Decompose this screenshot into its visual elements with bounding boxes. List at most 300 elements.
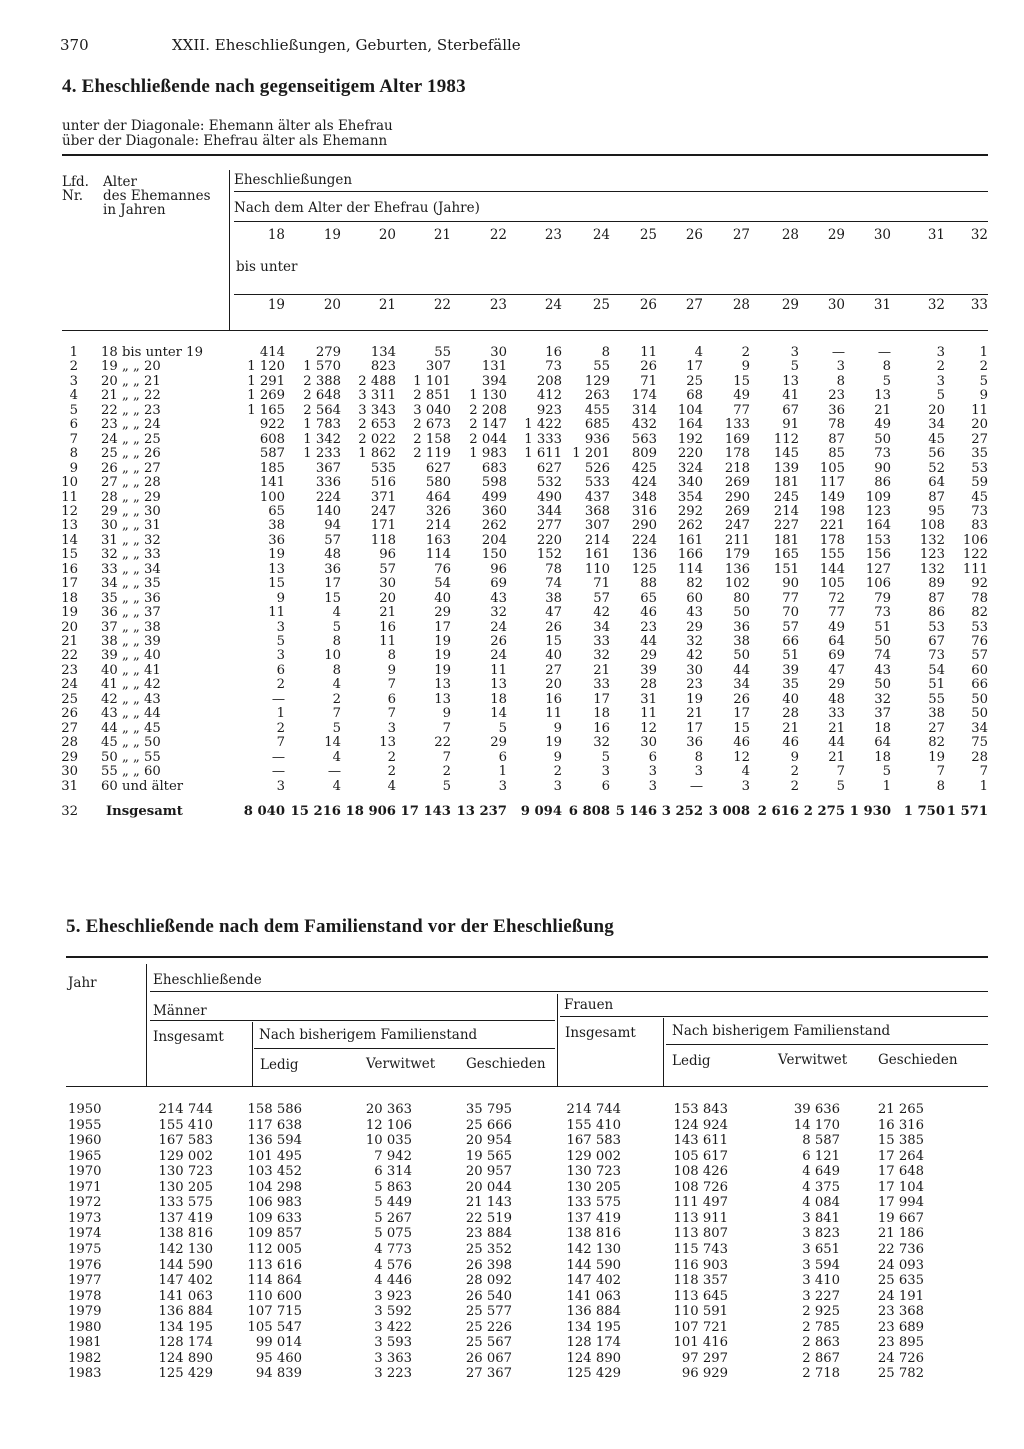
table4-from-age: 26 bbox=[685, 227, 703, 243]
table4-cell: 110 bbox=[584, 561, 610, 577]
table5-maenner-rule bbox=[150, 1020, 555, 1021]
table4-cell: 100 bbox=[259, 489, 285, 505]
table4-cell: 34 bbox=[928, 417, 945, 433]
table4-cell: 936 bbox=[584, 431, 610, 447]
table4-cell: 11 bbox=[640, 345, 657, 360]
table4-cell: 181 bbox=[773, 475, 799, 491]
table4-from-age: 24 bbox=[592, 227, 610, 243]
table4-cell: 13 bbox=[874, 388, 891, 404]
table4-cell: 114 bbox=[425, 547, 451, 563]
table5-cell: 2 925 bbox=[802, 1304, 840, 1320]
table4-cell: 102 bbox=[724, 576, 750, 592]
table4-cell: 26 bbox=[640, 359, 657, 375]
table4-to-age: 31 bbox=[873, 297, 891, 313]
table4-cell: 122 bbox=[962, 547, 988, 563]
table4-cell: 44 bbox=[828, 735, 845, 751]
table4-cell: 96 bbox=[490, 561, 507, 577]
table4-cell: 13 bbox=[434, 691, 451, 707]
table4-cell: 42 bbox=[593, 605, 610, 621]
table4-cell: 432 bbox=[631, 417, 657, 433]
table4-total-cell: 8 040 bbox=[243, 804, 285, 819]
table5-cell: 25 635 bbox=[877, 1273, 924, 1289]
table4-cell: 76 bbox=[971, 634, 988, 649]
table5-cell: 153 843 bbox=[673, 1102, 728, 1117]
table5-cell: 17 104 bbox=[877, 1179, 924, 1195]
table4-total-cell: 13 237 bbox=[456, 804, 507, 819]
table4-cell: 5 bbox=[442, 778, 451, 794]
table4-cell: 1 bbox=[979, 778, 988, 794]
table4-cell: 28 bbox=[971, 749, 988, 765]
table4-cell: — bbox=[271, 691, 285, 707]
table4-from-age: 20 bbox=[378, 227, 396, 243]
table5-cell: 97 297 bbox=[681, 1350, 728, 1366]
table4-total-cell: 1 571 bbox=[946, 804, 988, 819]
table4-cell: 20 bbox=[928, 402, 945, 418]
table4-cell: 55 bbox=[434, 345, 451, 360]
table5-cell: 101 416 bbox=[673, 1335, 728, 1351]
table5-cell: 141 063 bbox=[566, 1288, 621, 1304]
table5-cell: 4 375 bbox=[802, 1179, 840, 1195]
table4-cell: 132 bbox=[919, 532, 945, 548]
table4-cell: 9 bbox=[387, 662, 396, 678]
table4-cell: 314 bbox=[631, 402, 657, 418]
table4-row-label: 30 „ „ 31 bbox=[101, 518, 161, 534]
table4-total-nr: 32 bbox=[61, 804, 78, 819]
table4-row-label: 37 „ „ 38 bbox=[101, 619, 161, 635]
table5-cell: 136 884 bbox=[158, 1304, 213, 1320]
table5-f-geschieden: Geschieden bbox=[878, 1052, 958, 1068]
table4-total-label: Insgesamt bbox=[106, 804, 183, 819]
table4-cell: 43 bbox=[686, 605, 703, 621]
table4-sub-rule bbox=[234, 221, 988, 222]
table4-group-rule bbox=[234, 191, 988, 192]
table4-cell: 7 bbox=[332, 706, 341, 722]
table5-row-year: 1960 bbox=[68, 1133, 102, 1149]
table4-cell: 82 bbox=[971, 605, 988, 621]
table4-cell: 8 bbox=[882, 359, 891, 375]
table4-cell: 37 bbox=[874, 706, 891, 722]
table4-cell: 21 bbox=[874, 402, 891, 418]
table4-cell: 3 040 bbox=[413, 402, 451, 418]
table4-cell: — bbox=[271, 749, 285, 765]
table5-cell: 6 121 bbox=[802, 1148, 840, 1164]
table5-cell: 124 890 bbox=[566, 1350, 621, 1366]
table4-cell: 40 bbox=[434, 590, 451, 606]
table4-cell: 74 bbox=[874, 648, 891, 664]
table4-cell: 18 bbox=[874, 749, 891, 765]
table4-cell: 13 bbox=[379, 735, 396, 751]
table4-total-cell: 15 216 bbox=[290, 804, 341, 819]
table5-cell: 99 014 bbox=[255, 1335, 302, 1351]
table4-from-age: 25 bbox=[639, 227, 657, 243]
table4-cell: 2 bbox=[442, 764, 451, 780]
table5-row-year: 1973 bbox=[68, 1210, 102, 1226]
table4-cell: 5 bbox=[836, 778, 845, 794]
table4-to-age: 23 bbox=[489, 297, 507, 313]
table5-row-year: 1980 bbox=[68, 1319, 102, 1335]
chapter-heading: XXII. Eheschließungen, Geburten, Sterbefälle bbox=[172, 36, 521, 54]
table4-cell: 77 bbox=[828, 605, 845, 621]
table5-cell: 129 002 bbox=[566, 1148, 621, 1164]
table4-cell: 40 bbox=[782, 691, 799, 707]
table4-cell: 46 bbox=[733, 735, 750, 751]
table4-row-nr: 25 bbox=[61, 691, 78, 707]
table4-cell: 35 bbox=[971, 446, 988, 462]
table4-cell: 2 bbox=[790, 778, 799, 794]
table4-cell: 132 bbox=[919, 561, 945, 577]
table5-cell: 138 816 bbox=[158, 1226, 213, 1242]
table4-cell: 5 bbox=[332, 720, 341, 736]
table4-cell: 47 bbox=[828, 662, 845, 678]
table4-cell: 414 bbox=[259, 345, 285, 360]
table5-cell: 143 611 bbox=[673, 1133, 728, 1149]
table5-group-rule bbox=[150, 991, 988, 992]
table4-col-alter-1: Alter bbox=[103, 174, 137, 190]
table4-cell: 15 bbox=[268, 576, 285, 592]
table5-cell: 5 075 bbox=[374, 1226, 412, 1242]
table5-cell: 106 983 bbox=[247, 1195, 302, 1211]
table4-row-nr: 23 bbox=[61, 662, 78, 678]
table5-top-rule bbox=[66, 956, 988, 958]
table5-cell: 133 575 bbox=[158, 1195, 213, 1211]
table4-cell: 5 bbox=[882, 764, 891, 780]
table4-cell: 1 422 bbox=[524, 417, 562, 433]
table4-cell: 464 bbox=[425, 489, 451, 505]
table5-cell: 4 446 bbox=[374, 1273, 412, 1289]
table4-row-label: 60 und älter bbox=[101, 778, 184, 794]
table4-row-label: 22 „ „ 23 bbox=[101, 402, 161, 418]
table4-cell: 133 bbox=[724, 417, 750, 433]
table4-cell: 46 bbox=[782, 735, 799, 751]
table4-cell: 424 bbox=[631, 475, 657, 491]
table4-cell: 4 bbox=[332, 677, 341, 693]
table4-header-sub: Nach dem Alter der Ehefrau (Jahre) bbox=[234, 200, 480, 216]
table4-cell: 8 bbox=[836, 373, 845, 389]
table5-frauen-nach: Nach bisherigem Familienstand bbox=[672, 1023, 891, 1039]
table4-row-nr: 10 bbox=[61, 475, 78, 491]
table5-cell: 109 633 bbox=[247, 1210, 302, 1226]
table4-to-age: 28 bbox=[732, 297, 750, 313]
table4-cell: 247 bbox=[370, 503, 396, 519]
table4-from-age: 29 bbox=[827, 227, 845, 243]
table4-cell: 5 bbox=[498, 720, 507, 736]
table4-cell: — bbox=[831, 345, 845, 360]
table5-cell: 21 143 bbox=[465, 1195, 512, 1211]
table4-cell: 68 bbox=[686, 388, 703, 404]
table5-cell: 3 923 bbox=[374, 1288, 412, 1304]
table4-cell: 105 bbox=[819, 576, 845, 592]
table4-cell: 6 bbox=[648, 749, 657, 765]
table4-col-lfd: Lfd. bbox=[62, 174, 89, 190]
table4-cell: 11 bbox=[545, 706, 562, 722]
table4-cell: 32 bbox=[593, 735, 610, 751]
table5-cell: 3 593 bbox=[374, 1335, 412, 1351]
table4-cell: 7 bbox=[387, 677, 396, 693]
table4-cell: 54 bbox=[434, 576, 451, 592]
table4-cell: 42 bbox=[686, 648, 703, 664]
table4-cell: 44 bbox=[733, 662, 750, 678]
table5-cell: 25 782 bbox=[877, 1366, 924, 1382]
table4-cell: 51 bbox=[782, 648, 799, 664]
table5-mid-divider bbox=[557, 994, 558, 1086]
table4-cell: 11 bbox=[640, 706, 657, 722]
table5-cell: 3 594 bbox=[802, 1257, 840, 1273]
table4-cell: 21 bbox=[828, 749, 845, 765]
table4-to-age: 21 bbox=[378, 297, 396, 313]
table4-cell: 50 bbox=[733, 648, 750, 664]
table4-cell: 50 bbox=[971, 691, 988, 707]
table5-cell: 108 726 bbox=[673, 1179, 728, 1195]
table4-cell: 178 bbox=[819, 532, 845, 548]
table4-cell: 79 bbox=[874, 590, 891, 606]
table5-cell: 107 715 bbox=[247, 1304, 302, 1320]
table4-row-nr: 18 bbox=[61, 590, 78, 606]
table5-cell: 3 410 bbox=[802, 1273, 840, 1289]
table4-cell: 151 bbox=[773, 561, 799, 577]
table4-row-label: 32 „ „ 33 bbox=[101, 547, 161, 563]
table4-cell: 8 bbox=[332, 634, 341, 649]
table4-cell: 3 311 bbox=[358, 388, 396, 404]
table4-cell: 437 bbox=[584, 489, 610, 505]
table4-row-label: 26 „ „ 27 bbox=[101, 460, 161, 476]
table4-cell: 106 bbox=[962, 532, 988, 548]
table4-cell: 92 bbox=[971, 576, 988, 592]
table4-cell: 10 bbox=[324, 648, 341, 664]
table5-cell: 21 186 bbox=[877, 1226, 924, 1242]
table5-cell: 134 195 bbox=[158, 1319, 213, 1335]
table4-cell: 50 bbox=[874, 634, 891, 649]
table5-cell: 138 816 bbox=[566, 1226, 621, 1242]
table4-cell: 45 bbox=[971, 489, 988, 505]
table5-cell: 130 205 bbox=[566, 1179, 621, 1195]
table4-cell: 2 044 bbox=[469, 431, 507, 447]
table4-cell: 30 bbox=[686, 662, 703, 678]
table4-cell: 923 bbox=[536, 402, 562, 418]
table4-cell: 171 bbox=[370, 518, 396, 534]
table4-cell: 38 bbox=[733, 634, 750, 649]
table5-cell: 12 106 bbox=[365, 1117, 412, 1133]
table5-cell: 94 839 bbox=[255, 1366, 302, 1382]
table5-cell: 25 567 bbox=[465, 1335, 512, 1351]
table4-cell: 2 022 bbox=[358, 431, 396, 447]
table4-cell: 214 bbox=[773, 503, 799, 519]
table4-cell: 3 bbox=[387, 720, 396, 736]
table4-cell: 26 bbox=[545, 619, 562, 635]
table4-cell: 89 bbox=[928, 576, 945, 592]
table4-cell: 23 bbox=[640, 619, 657, 635]
table4-cell: 3 bbox=[276, 619, 285, 635]
table4-cell: 316 bbox=[631, 503, 657, 519]
table5-cell: 155 410 bbox=[566, 1117, 621, 1133]
table4-cell: 198 bbox=[819, 503, 845, 519]
table4-cell: 26 bbox=[733, 691, 750, 707]
table5-frauen-sub-divider bbox=[663, 1018, 664, 1086]
table4-cell: 16 bbox=[545, 691, 562, 707]
table4-cell: 108 bbox=[919, 518, 945, 534]
table4-cell: 21 bbox=[686, 706, 703, 722]
table4-cell: 2 158 bbox=[413, 431, 451, 447]
table5-group: Eheschließende bbox=[153, 972, 262, 988]
table4-cell: 82 bbox=[686, 576, 703, 592]
table4-cell: 5 bbox=[601, 749, 610, 765]
table4-row-nr: 5 bbox=[69, 402, 78, 418]
table4-cell: 5 bbox=[276, 634, 285, 649]
table4-cell: 2 653 bbox=[358, 417, 396, 433]
table5-cell: 20 363 bbox=[365, 1102, 412, 1117]
table5-cell: 26 067 bbox=[465, 1350, 512, 1366]
table4-cell: 87 bbox=[928, 489, 945, 505]
table4-cell: 112 bbox=[773, 431, 799, 447]
table5-cell: 128 174 bbox=[158, 1335, 213, 1351]
table4-col-alter-3: in Jahren bbox=[103, 202, 166, 218]
table5-cell: 17 264 bbox=[877, 1148, 924, 1164]
table4-cell: 153 bbox=[865, 532, 891, 548]
table4-cell: 34 bbox=[971, 720, 988, 736]
table4-row-nr: 2 bbox=[69, 359, 78, 375]
table4-row-label: 35 „ „ 36 bbox=[101, 590, 161, 606]
table4-cell: 32 bbox=[490, 605, 507, 621]
table4-row-nr: 13 bbox=[61, 518, 78, 534]
table4-cell: 33 bbox=[593, 677, 610, 693]
table4-row-label: 45 „ „ 50 bbox=[101, 735, 161, 751]
table4-cell: 1 120 bbox=[247, 359, 285, 375]
table4-row-label: 41 „ „ 42 bbox=[101, 677, 161, 693]
table4-cell: 2 bbox=[790, 764, 799, 780]
table5-cell: 101 495 bbox=[247, 1148, 302, 1164]
table4-cell: 127 bbox=[865, 561, 891, 577]
table4-cell: 36 bbox=[686, 735, 703, 751]
table4-header-bottom-rule bbox=[62, 330, 988, 331]
table4-cell: 324 bbox=[677, 460, 703, 476]
table4-to-age: 24 bbox=[544, 297, 562, 313]
table4-cell: 136 bbox=[631, 547, 657, 563]
table4-cell: 5 bbox=[882, 373, 891, 389]
page-number: 370 bbox=[60, 36, 89, 54]
table4-cell: 164 bbox=[677, 417, 703, 433]
table4-row-label: 31 „ „ 32 bbox=[101, 532, 161, 548]
table4-cell: 5 bbox=[790, 359, 799, 375]
table4-cell: 50 bbox=[874, 431, 891, 447]
table4-cell: 1 291 bbox=[247, 373, 285, 389]
table4-cell: 3 bbox=[276, 778, 285, 794]
table4-cell: 181 bbox=[773, 532, 799, 548]
table4-cell: 21 bbox=[782, 720, 799, 736]
table4-cell: 348 bbox=[631, 489, 657, 505]
table4-cell: 2 bbox=[553, 764, 562, 780]
table4-cell: 46 bbox=[640, 605, 657, 621]
table4-cell: 49 bbox=[828, 619, 845, 635]
table4-cell: 54 bbox=[928, 662, 945, 678]
table5-cell: 17 648 bbox=[877, 1164, 924, 1180]
table4-cell: 114 bbox=[677, 561, 703, 577]
table4-cell: 17 bbox=[733, 706, 750, 722]
table4-cell: 91 bbox=[782, 417, 799, 433]
table4-cell: 174 bbox=[631, 388, 657, 404]
table4-row-label: 33 „ „ 34 bbox=[101, 561, 161, 577]
table5-cell: 111 497 bbox=[673, 1195, 728, 1211]
table4-cell: 3 bbox=[836, 359, 845, 375]
table4-cell: 29 bbox=[434, 605, 451, 621]
table4-cell: — bbox=[271, 764, 285, 780]
table5-cell: 167 583 bbox=[158, 1133, 213, 1149]
table4-cell: 262 bbox=[677, 518, 703, 534]
table4-row-nr: 4 bbox=[69, 388, 78, 404]
table4-stub-divider bbox=[229, 170, 230, 331]
table4-to-age: 25 bbox=[592, 297, 610, 313]
table5-cell: 3 223 bbox=[374, 1366, 412, 1382]
table4-cell: 74 bbox=[545, 576, 562, 592]
table4-cell: 19 bbox=[545, 735, 562, 751]
table5-cell: 158 586 bbox=[247, 1102, 302, 1117]
table4-cell: 490 bbox=[536, 489, 562, 505]
table5-cell: 144 590 bbox=[158, 1257, 213, 1273]
table4-cell: 20 bbox=[379, 590, 396, 606]
table4-cell: 220 bbox=[536, 532, 562, 548]
table4-row-nr: 15 bbox=[61, 547, 78, 563]
table5-cell: 5 267 bbox=[374, 1210, 412, 1226]
table4-total-cell: 9 094 bbox=[520, 804, 562, 819]
table4-row-nr: 1 bbox=[69, 345, 78, 360]
table4-cell: 13 bbox=[268, 561, 285, 577]
table4-cell: 1 130 bbox=[469, 388, 507, 404]
table4-cell: 17 bbox=[686, 720, 703, 736]
table4-cell: 9 bbox=[553, 749, 562, 765]
table4-cell: 2 564 bbox=[303, 402, 341, 418]
table4-cell: 262 bbox=[481, 518, 507, 534]
table4-cell: 19 bbox=[434, 662, 451, 678]
table5-cell: 7 942 bbox=[374, 1148, 412, 1164]
table4-cell: 134 bbox=[370, 345, 396, 360]
table5-cell: 17 994 bbox=[877, 1195, 924, 1211]
table5-maenner: Männer bbox=[153, 1003, 207, 1019]
table4-cell: 214 bbox=[425, 518, 451, 534]
table5-cell: 6 314 bbox=[374, 1164, 412, 1180]
table5-cell: 134 195 bbox=[566, 1319, 621, 1335]
table4-cell: 2 bbox=[276, 677, 285, 693]
table4-cell: 367 bbox=[315, 460, 341, 476]
table4-cell: 8 bbox=[936, 778, 945, 794]
table4-cell: 24 bbox=[490, 619, 507, 635]
table4-cell: 4 bbox=[387, 778, 396, 794]
table5-cell: 108 426 bbox=[673, 1164, 728, 1180]
table4-cell: 8 bbox=[601, 345, 610, 360]
table5-cell: 167 583 bbox=[566, 1133, 621, 1149]
table4-row-label: 50 „ „ 55 bbox=[101, 749, 161, 765]
table4-cell: 144 bbox=[819, 561, 845, 577]
table4-cell: 64 bbox=[874, 735, 891, 751]
table4-cell: 17 bbox=[434, 619, 451, 635]
table4-cell: 85 bbox=[828, 446, 845, 462]
table4-cell: 25 bbox=[686, 373, 703, 389]
table4-cell: 214 bbox=[584, 532, 610, 548]
table5-cell: 19 565 bbox=[465, 1148, 512, 1164]
table4-cell: 67 bbox=[928, 634, 945, 649]
table4-cell: 1 269 bbox=[247, 388, 285, 404]
table4-cell: 6 bbox=[387, 691, 396, 707]
table4-cell: 75 bbox=[971, 735, 988, 751]
table5-cell: 2 718 bbox=[802, 1366, 840, 1382]
table4-cell: 5 bbox=[936, 388, 945, 404]
table5-cell: 112 005 bbox=[247, 1241, 302, 1257]
table5-cell: 130 205 bbox=[158, 1179, 213, 1195]
table4-row-label: 36 „ „ 37 bbox=[101, 605, 161, 621]
table4-cell: 8 bbox=[694, 749, 703, 765]
table4-cell: 30 bbox=[490, 345, 507, 360]
table4-row-nr: 20 bbox=[61, 619, 78, 635]
table5-cell: 133 575 bbox=[566, 1195, 621, 1211]
table4-row-label: 29 „ „ 30 bbox=[101, 503, 161, 519]
table5-cell: 103 452 bbox=[247, 1164, 302, 1180]
